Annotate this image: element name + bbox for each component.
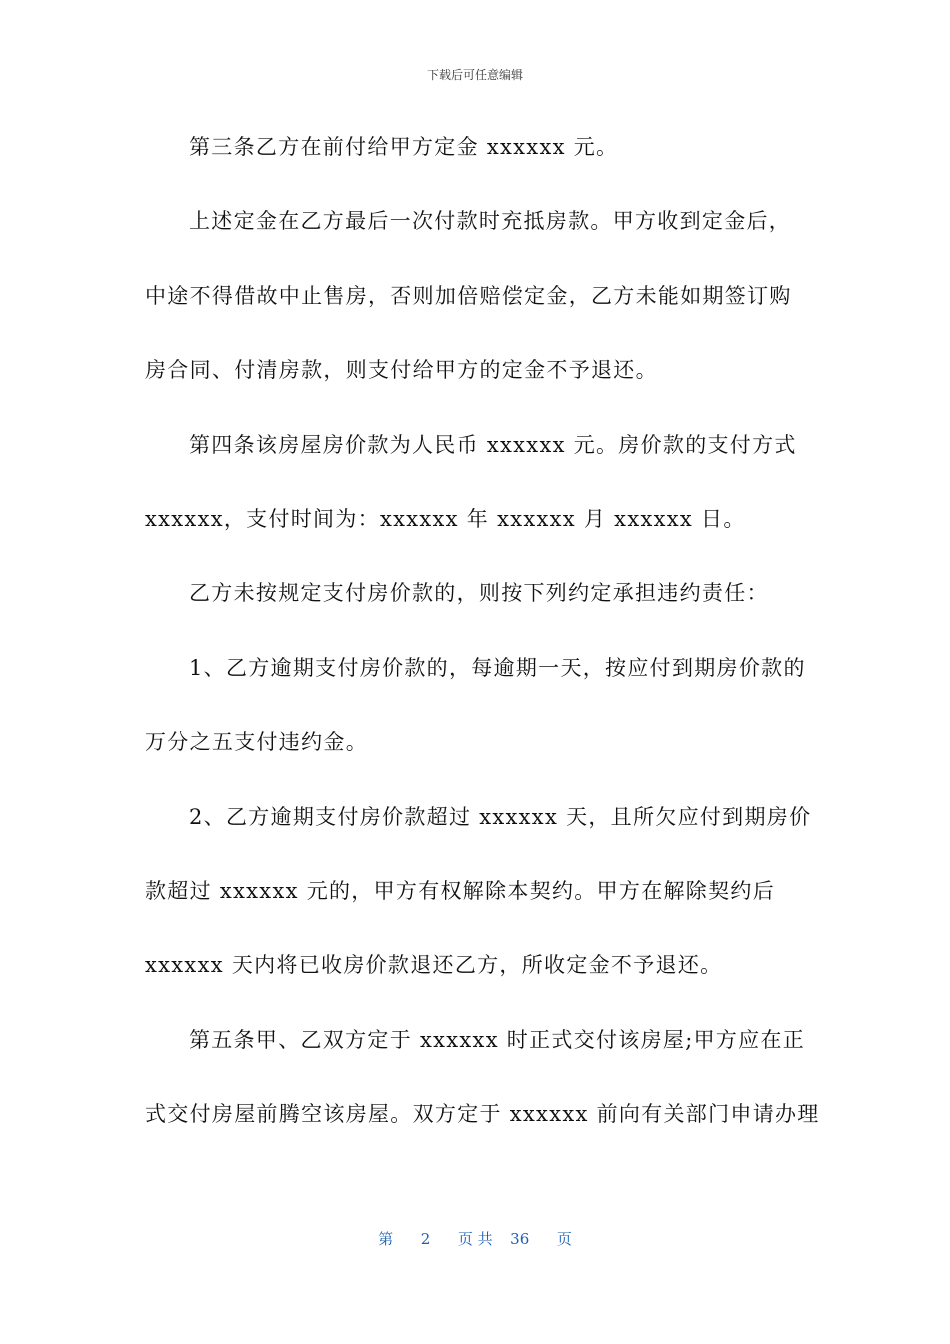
- paragraph-line: xxxxxx，支付时间为：xxxxxx 年 xxxxxx 月 xxxxxx 日。: [145, 506, 746, 531]
- paragraph-line: 2、乙方逾期支付房价款超过 xxxxxx 天，且所欠应付到期房价: [189, 804, 812, 829]
- current-page-number: 2: [420, 1230, 431, 1248]
- footer-prefix: 第: [378, 1230, 394, 1248]
- header-note: 下载后可任意编辑: [426, 68, 523, 82]
- paragraph-line: 第四条该房屋房价款为人民币 xxxxxx 元。房价款的支付方式: [189, 432, 797, 457]
- footer-middle: 页 共: [457, 1230, 493, 1248]
- paragraph-line: 上述定金在乙方最后一次付款时充抵房款。甲方收到定金后，: [189, 209, 792, 234]
- document-body: [145, 123, 820, 1164]
- paragraph-line: 乙方未按规定支付房价款的，则按下列约定承担违约责任：: [189, 581, 769, 606]
- total-pages-number: 36: [510, 1230, 530, 1248]
- paragraph-line: 第五条甲、乙双方定于 xxxxxx 时正式交付该房屋;甲方应在正: [189, 1027, 806, 1052]
- paragraph-line: 万分之五支付违约金。: [145, 730, 368, 755]
- paragraph-line: 式交付房屋前腾空该房屋。双方定于 xxxxxx 前向有关部门申请办理: [145, 1102, 820, 1127]
- footer-suffix: 页: [556, 1230, 572, 1248]
- paragraph-line: 1、乙方逾期支付房价款的，每逾期一天，按应付到期房价款的: [189, 655, 806, 680]
- paragraph-line: 房合同、付清房款，则支付给甲方的定金不予退还。: [145, 358, 658, 383]
- paragraph-line: 款超过 xxxxxx 元的，甲方有权解除本契约。甲方在解除契约后: [145, 878, 776, 903]
- paragraph-line: xxxxxx 天内将已收房价款退还乙方，所收定金不予退还。: [145, 953, 723, 978]
- paragraph-line: 第三条乙方在前付给甲方定金 xxxxxx 元。: [189, 135, 619, 159]
- paragraph-line: 中途不得借故中止售房，否则加倍赔偿定金，乙方未能如期签订购: [145, 283, 792, 308]
- page-footer: [0, 1228, 950, 1249]
